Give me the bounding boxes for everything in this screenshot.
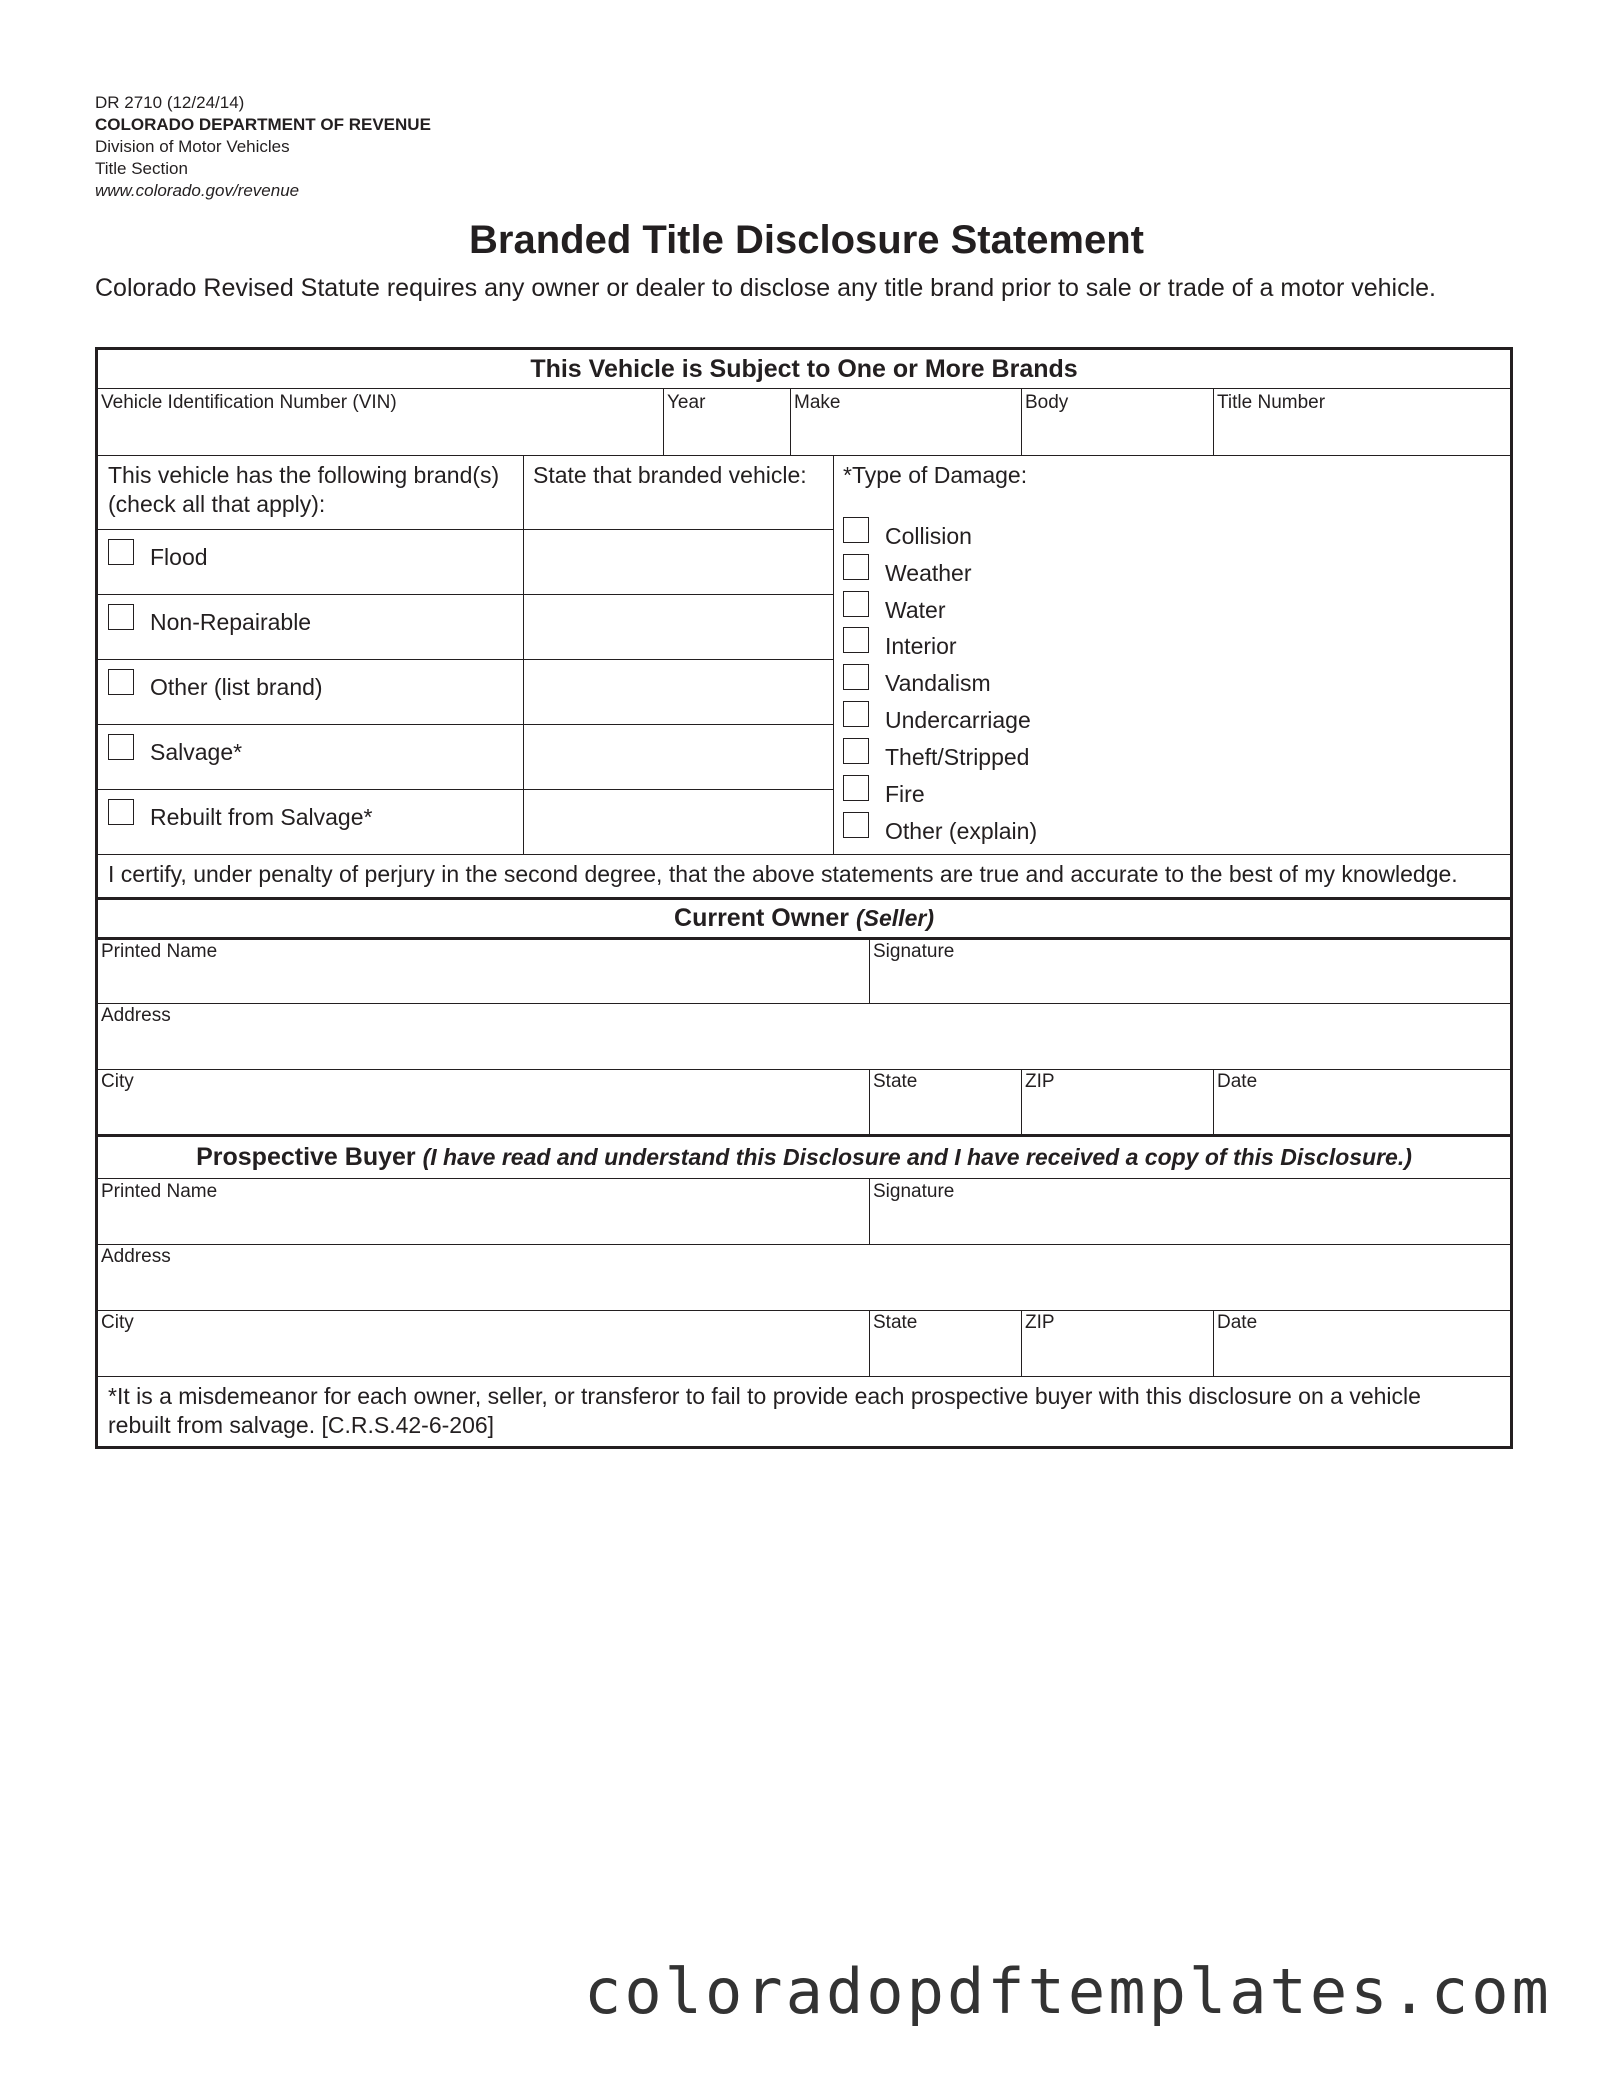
flood-checkbox[interactable] [108,539,134,565]
damage-water[interactable] [843,591,1143,627]
salvage-label: Salvage* [150,739,243,765]
owner-section-heading: Current Owner (Seller) [674,904,934,932]
damage-vandalism[interactable] [843,664,1143,700]
other-damage-checkbox[interactable] [843,812,869,838]
year-label: Year [667,392,706,413]
department-name: COLORADO DEPARTMENT OF REVENUE [95,115,431,134]
owner-state-label: State [873,1071,918,1092]
collision-label: Collision [885,523,972,549]
misdemeanor-footnote: *It is a misdemeanor for each owner, seller, or transferor to fail to provide each prospective buyer with this disclosure on a vehicle rebuilt from salvage. [C.R.S.42-6-206] [108,1383,1421,1438]
brand-row-rebuilt-from-salvage[interactable] [98,789,523,854]
damage-type-header: *Type of Damage: [843,462,1028,488]
vandalism-label: Vandalism [885,670,991,696]
undercarriage-label: Undercarriage [885,707,1031,733]
title-number-label: Title Number [1217,392,1326,413]
make-field[interactable] [790,388,1021,455]
division-name: Division of Motor Vehicles [95,137,290,156]
damage-collision[interactable] [843,517,1143,553]
buyer-printed-name-field[interactable] [98,1179,869,1244]
buyer-section-heading: Prospective Buyer (I have read and understand this Disclosure and I have received a copy of this Disclosure.) [196,1143,1412,1171]
state-branded-header: State that branded vehicle: [533,462,807,488]
section-name: Title Section [95,159,188,178]
buyer-zip-field[interactable] [1021,1310,1213,1376]
owner-printed-name-field[interactable] [98,939,869,1003]
form-header [95,92,431,202]
buyer-city-label: City [101,1312,134,1333]
fire-label: Fire [885,781,925,807]
page-title: Branded Title Disclosure Statement [469,218,1144,262]
vin-field[interactable] [98,388,663,455]
buyer-signature-field[interactable] [869,1179,1510,1244]
buyer-printed-name-label: Printed Name [101,1181,218,1202]
owner-state-field[interactable] [869,1069,1021,1134]
damage-weather[interactable] [843,554,1143,590]
title-number-field[interactable] [1213,388,1510,455]
owner-printed-name-label: Printed Name [101,941,218,962]
flood-state-field[interactable] [524,529,832,594]
damage-interior[interactable] [843,627,1143,663]
weather-label: Weather [885,560,972,586]
brand-row-non-repairable[interactable] [98,594,523,659]
brand-row-other[interactable] [98,659,523,724]
buyer-address-field[interactable] [98,1244,1510,1310]
rebuilt-from-salvage-state-field[interactable] [524,789,832,854]
interior-checkbox[interactable] [843,627,869,653]
buyer-state-label: State [873,1312,918,1333]
collision-checkbox[interactable] [843,517,869,543]
owner-city-field[interactable] [98,1069,869,1134]
salvage-state-field[interactable] [524,724,832,789]
buyer-zip-label: ZIP [1025,1312,1055,1333]
non-repairable-label: Non-Repairable [150,609,312,635]
weather-checkbox[interactable] [843,554,869,580]
non-repairable-state-field[interactable] [524,594,832,659]
owner-city-label: City [101,1071,134,1092]
other-brand-state-field[interactable] [524,659,832,724]
brand-row-salvage[interactable] [98,724,523,789]
buyer-state-field[interactable] [869,1310,1021,1376]
make-label: Make [794,392,841,413]
year-field[interactable] [663,388,790,455]
theft-stripped-label: Theft/Stripped [885,744,1030,770]
vehicle-section-heading: This Vehicle is Subject to One or More Brands [530,355,1078,383]
brand-row-flood[interactable] [98,529,523,594]
damage-theft-stripped[interactable] [843,738,1143,774]
vandalism-checkbox[interactable] [843,664,869,690]
rebuilt-from-salvage-label: Rebuilt from Salvage* [150,804,373,830]
damage-fire[interactable] [843,775,1143,811]
body-label: Body [1025,392,1069,413]
undercarriage-checkbox[interactable] [843,701,869,727]
certification-statement: I certify, under penalty of perjury in the second degree, that the above statements are true and accurate to the best of my knowledge. [108,861,1458,887]
owner-zip-label: ZIP [1025,1071,1055,1092]
flood-label: Flood [150,544,208,570]
vin-label: Vehicle Identification Number (VIN) [101,392,397,413]
body-field[interactable] [1021,388,1213,455]
water-checkbox[interactable] [843,591,869,617]
non-repairable-checkbox[interactable] [108,604,134,630]
damage-undercarriage[interactable] [843,701,1143,737]
fire-checkbox[interactable] [843,775,869,801]
other-damage-label: Other (explain) [885,818,1038,844]
damage-other[interactable] [843,812,1143,848]
other-brand-checkbox[interactable] [108,669,134,695]
buyer-date-label: Date [1217,1312,1258,1333]
page-subtitle: Colorado Revised Statute requires any owner or dealer to disclose any title brand prior to sale or trade of a motor vehicle. [95,274,1436,302]
owner-signature-field[interactable] [869,939,1510,1003]
salvage-checkbox[interactable] [108,734,134,760]
owner-address-field[interactable] [98,1003,1510,1069]
other-brand-label: Other (list brand) [150,674,323,700]
brands-header: This vehicle has the following brand(s) (check all that apply): [108,462,500,517]
buyer-address-label: Address [101,1246,171,1267]
buyer-city-field[interactable] [98,1310,869,1376]
owner-address-label: Address [101,1005,171,1026]
owner-date-field[interactable] [1213,1069,1510,1134]
rebuilt-from-salvage-checkbox[interactable] [108,799,134,825]
website-link[interactable]: www.colorado.gov/revenue [95,181,300,200]
owner-zip-field[interactable] [1021,1069,1213,1134]
buyer-signature-label: Signature [873,1181,955,1202]
form-number: DR 2710 (12/24/14) [95,93,245,112]
interior-label: Interior [885,633,957,659]
buyer-date-field[interactable] [1213,1310,1510,1376]
theft-stripped-checkbox[interactable] [843,738,869,764]
water-label: Water [885,597,946,623]
owner-signature-label: Signature [873,941,955,962]
owner-date-label: Date [1217,1071,1258,1092]
disclosure-form [95,347,1513,1449]
site-watermark: coloradopdftemplates.com [584,1955,1552,2028]
